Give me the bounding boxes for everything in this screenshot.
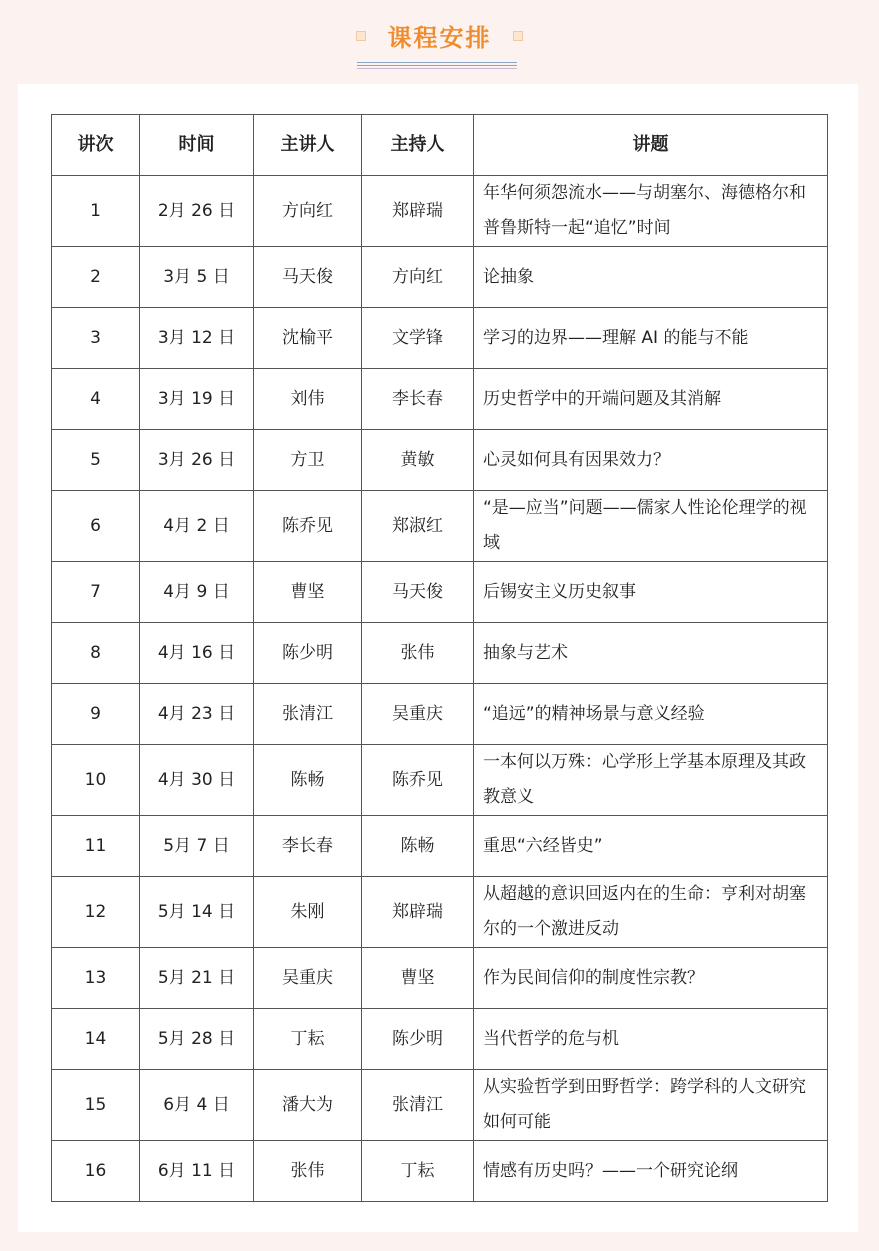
lecture-topic: 论抽象 xyxy=(474,247,828,308)
speaker-name: 吴重庆 xyxy=(254,948,362,1009)
host-name: 文学锋 xyxy=(362,308,474,369)
speaker-name: 陈乔见 xyxy=(254,491,362,562)
table-row xyxy=(52,308,828,369)
lecture-date: 2月 26 日 xyxy=(140,176,254,247)
speaker-name: 沈榆平 xyxy=(254,308,362,369)
lecture-topic: 历史哲学中的开端问题及其消解 xyxy=(474,369,828,430)
speaker-name: 朱刚 xyxy=(254,877,362,948)
lecture-topic: 后锡安主义历史叙事 xyxy=(474,562,828,623)
lecture-topic: 从实验哲学到田野哲学：跨学科的人文研究如何可能 xyxy=(474,1070,828,1141)
host-name: 李长春 xyxy=(362,369,474,430)
lecture-topic: “是—应当”问题——儒家人性论伦理学的视域 xyxy=(474,491,828,562)
lecture-number: 14 xyxy=(52,1009,140,1070)
speaker-name: 方向红 xyxy=(254,176,362,247)
lecture-topic: 年华何须怨流水——与胡塞尔、海德格尔和普鲁斯特一起“追忆”时间 xyxy=(474,176,828,247)
lecture-date: 6月 11 日 xyxy=(140,1141,254,1202)
host-name: 马天俊 xyxy=(362,562,474,623)
lecture-topic: 情感有历史吗？——一个研究论纲 xyxy=(474,1141,828,1202)
table-row xyxy=(52,684,828,745)
schedule-table xyxy=(51,114,828,1202)
speaker-name: 曹坚 xyxy=(254,562,362,623)
host-name: 陈乔见 xyxy=(362,745,474,816)
table-row xyxy=(52,1070,828,1141)
speaker-name: 陈少明 xyxy=(254,623,362,684)
title-underline-decoration xyxy=(357,62,517,70)
lecture-number: 11 xyxy=(52,816,140,877)
right-square-ornament-icon xyxy=(513,31,523,41)
table-row xyxy=(52,1009,828,1070)
lecture-number: 6 xyxy=(52,491,140,562)
lecture-topic: 一本何以万殊：心学形上学基本原理及其政教意义 xyxy=(474,745,828,816)
speaker-name: 丁耘 xyxy=(254,1009,362,1070)
lecture-number: 16 xyxy=(52,1141,140,1202)
speaker-name: 李长春 xyxy=(254,816,362,877)
lecture-topic: 作为民间信仰的制度性宗教？ xyxy=(474,948,828,1009)
schedule-card xyxy=(18,84,858,1232)
lecture-date: 5月 14 日 xyxy=(140,877,254,948)
host-name: 陈畅 xyxy=(362,816,474,877)
page-title: 课程安排 xyxy=(387,24,492,52)
lecture-number: 15 xyxy=(52,1070,140,1141)
host-name: 陈少明 xyxy=(362,1009,474,1070)
speaker-name: 张伟 xyxy=(254,1141,362,1202)
column-header: 主持人 xyxy=(362,115,474,176)
column-header: 讲题 xyxy=(474,115,828,176)
lecture-date: 6月 4 日 xyxy=(140,1070,254,1141)
lecture-topic: 抽象与艺术 xyxy=(474,623,828,684)
lecture-number: 1 xyxy=(52,176,140,247)
title-bar xyxy=(0,18,879,53)
lecture-date: 3月 12 日 xyxy=(140,308,254,369)
lecture-number: 10 xyxy=(52,745,140,816)
host-name: 方向红 xyxy=(362,247,474,308)
lecture-number: 3 xyxy=(52,308,140,369)
lecture-number: 8 xyxy=(52,623,140,684)
lecture-date: 4月 2 日 xyxy=(140,491,254,562)
lecture-topic: 重思“六经皆史” xyxy=(474,816,828,877)
lecture-topic: 学习的边界——理解 AI 的能与不能 xyxy=(474,308,828,369)
lecture-topic: 当代哲学的危与机 xyxy=(474,1009,828,1070)
table-header-row xyxy=(52,115,828,176)
table-row xyxy=(52,948,828,1009)
host-name: 张伟 xyxy=(362,623,474,684)
host-name: 郑辟瑞 xyxy=(362,176,474,247)
lecture-number: 4 xyxy=(52,369,140,430)
table-row xyxy=(52,623,828,684)
lecture-date: 4月 30 日 xyxy=(140,745,254,816)
lecture-number: 9 xyxy=(52,684,140,745)
lecture-date: 4月 16 日 xyxy=(140,623,254,684)
lecture-date: 5月 28 日 xyxy=(140,1009,254,1070)
lecture-topic: “追远”的精神场景与意义经验 xyxy=(474,684,828,745)
speaker-name: 方卫 xyxy=(254,430,362,491)
lecture-date: 5月 21 日 xyxy=(140,948,254,1009)
table-row xyxy=(52,369,828,430)
host-name: 吴重庆 xyxy=(362,684,474,745)
table-row xyxy=(52,877,828,948)
lecture-number: 5 xyxy=(52,430,140,491)
host-name: 丁耘 xyxy=(362,1141,474,1202)
lecture-number: 12 xyxy=(52,877,140,948)
column-header: 时间 xyxy=(140,115,254,176)
lecture-number: 2 xyxy=(52,247,140,308)
host-name: 郑淑红 xyxy=(362,491,474,562)
table-row xyxy=(52,816,828,877)
lecture-topic: 心灵如何具有因果效力？ xyxy=(474,430,828,491)
table-row xyxy=(52,247,828,308)
column-header: 讲次 xyxy=(52,115,140,176)
lecture-date: 4月 9 日 xyxy=(140,562,254,623)
page-header xyxy=(0,0,879,84)
lecture-date: 4月 23 日 xyxy=(140,684,254,745)
table-row xyxy=(52,745,828,816)
speaker-name: 张清江 xyxy=(254,684,362,745)
lecture-number: 7 xyxy=(52,562,140,623)
speaker-name: 潘大为 xyxy=(254,1070,362,1141)
lecture-date: 5月 7 日 xyxy=(140,816,254,877)
lecture-topic: 从超越的意识回返内在的生命：亨利对胡塞尔的一个激进反动 xyxy=(474,877,828,948)
speaker-name: 陈畅 xyxy=(254,745,362,816)
lecture-date: 3月 26 日 xyxy=(140,430,254,491)
table-row xyxy=(52,430,828,491)
table-row xyxy=(52,562,828,623)
lecture-date: 3月 19 日 xyxy=(140,369,254,430)
left-square-ornament-icon xyxy=(356,31,366,41)
table-row xyxy=(52,176,828,247)
column-header: 主讲人 xyxy=(254,115,362,176)
table-row xyxy=(52,1141,828,1202)
speaker-name: 刘伟 xyxy=(254,369,362,430)
lecture-number: 13 xyxy=(52,948,140,1009)
lecture-date: 3月 5 日 xyxy=(140,247,254,308)
host-name: 张清江 xyxy=(362,1070,474,1141)
host-name: 郑辟瑞 xyxy=(362,877,474,948)
host-name: 曹坚 xyxy=(362,948,474,1009)
speaker-name: 马天俊 xyxy=(254,247,362,308)
host-name: 黄敏 xyxy=(362,430,474,491)
table-row xyxy=(52,491,828,562)
